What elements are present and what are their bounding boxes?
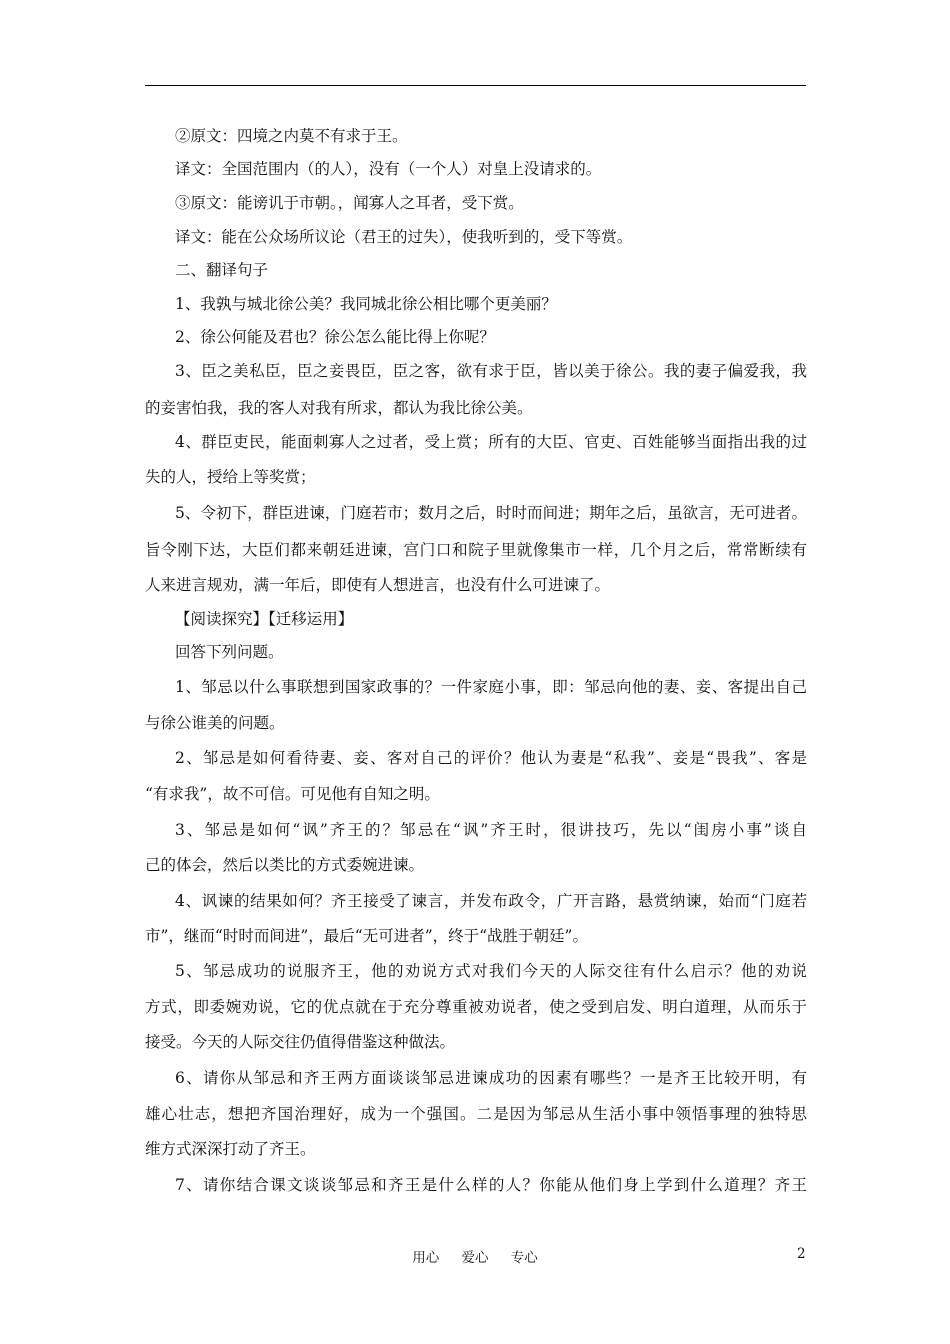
- text-line: 的妾害怕我，我的客人对我有所求，都认为我比徐公美。: [145, 399, 533, 417]
- footer-text-3: 专心: [510, 1250, 538, 1266]
- header-rule: [145, 85, 806, 86]
- footer-text-2: 爱心: [461, 1250, 489, 1266]
- text-line: 与徐公谁美的问题。: [145, 714, 285, 732]
- footer-text-1: 用心: [412, 1250, 440, 1266]
- text-line: 1、我孰与城北徐公美？我同城北徐公相比哪个更美丽？: [175, 295, 557, 313]
- text-line: 回答下列问题。: [175, 643, 284, 661]
- text-line: 方式，即委婉劝说，它的优点就在于充分尊重被劝说者，使之受到启发、明白道理，从而乐于: [145, 998, 807, 1016]
- text-line: 4、群臣吏民，能面刺寡人之过者，受上赏；所有的大臣、官吏、百姓能够当面指出我的过: [175, 433, 807, 451]
- text-line: 雄心壮志，想把齐国治理好，成为一个强国。二是因为邹忌从生活小事中领悟事理的独特思: [145, 1105, 807, 1123]
- text-line: 译文：能在公众场所议论（君王的过失），使我听到的，受下等赏。: [175, 228, 633, 246]
- text-line: 5、令初下，群臣进谏，门庭若市；数月之后，时时而间进；期年之后，虽欲言，无可进者。: [175, 504, 807, 522]
- text-line: 5、邹忌成功的说服齐王，他的劝说方式对我们今天的人际交往有什么启示？他的劝说: [175, 962, 807, 980]
- text-line: 3、邹忌是如何“讽”齐王的？邹忌在“讽”齐王时，很讲技巧，先以“闺房小事”谈自: [175, 821, 807, 839]
- text-line: 旨令刚下达，大臣们都来朝廷进谏，宫门口和院子里就像集市一样，几个月之后，常常断续有: [145, 541, 807, 559]
- text-line: 2、邹忌是如何看待妻、妾、客对自己的评价？他认为妻是“私我”、妾是“畏我”、客是: [175, 749, 807, 767]
- text-line: 失的人，授给上等奖赏；: [145, 468, 316, 486]
- text-line: ②原文：四境之内莫不有求于王。: [175, 127, 408, 145]
- text-line: 维方式深深打动了齐王。: [145, 1140, 316, 1158]
- page-number: 2: [797, 1246, 806, 1262]
- text-line: 3、臣之美私臣，臣之妾畏臣，臣之客，欲有求于臣，皆以美于徐公。我的妻子偏爱我，我: [175, 362, 807, 380]
- section-heading: 【阅读探究】【迁移运用】: [175, 610, 354, 628]
- text-line: 己的体会，然后以类比的方式委婉进谏。: [145, 856, 425, 874]
- text-line: ③原文：能谤讥于市朝。，闻寡人之耳者，受下赏。: [175, 194, 524, 212]
- text-line: 7、请你结合课文谈谈邹忌和齐王是什么样的人？你能从他们身上学到什么道理？齐王: [175, 1176, 807, 1194]
- text-line: 译文：全国范围内（的人），没有（一个人）对皇上没请求的。: [175, 160, 602, 178]
- text-line: 6、请你从邹忌和齐王两方面谈谈邹忌进谏成功的因素有哪些？一是齐王比较开明，有: [175, 1069, 807, 1087]
- text-line: 市”，继而“时时而间进”，最后“无可进者”，终于“战胜于朝廷”。: [145, 927, 588, 945]
- text-line: 4、讽谏的结果如何？齐王接受了谏言，并发布政令，广开言路，悬赏纳谏，始而“门庭若: [175, 892, 807, 910]
- text-line: 人来进言规劝，满一年后，即使有人想进言，也没有什么可进谏了。: [145, 576, 611, 594]
- text-line: 2、徐公何能及君也？徐公怎么能比得上你呢？: [175, 328, 495, 346]
- page-footer: [0, 1246, 950, 1266]
- text-line: 接受。今天的人际交往仍值得借鉴这种做法。: [145, 1033, 456, 1051]
- text-line: “有求我”，故不可信。可见他有自知之明。: [145, 785, 440, 803]
- section-heading: 二、翻译句子: [175, 261, 269, 279]
- text-line: 1、邹忌以什么事联想到国家政事的？一件家庭小事，即：邹忌向他的妻、妾、客提出自己: [175, 678, 807, 696]
